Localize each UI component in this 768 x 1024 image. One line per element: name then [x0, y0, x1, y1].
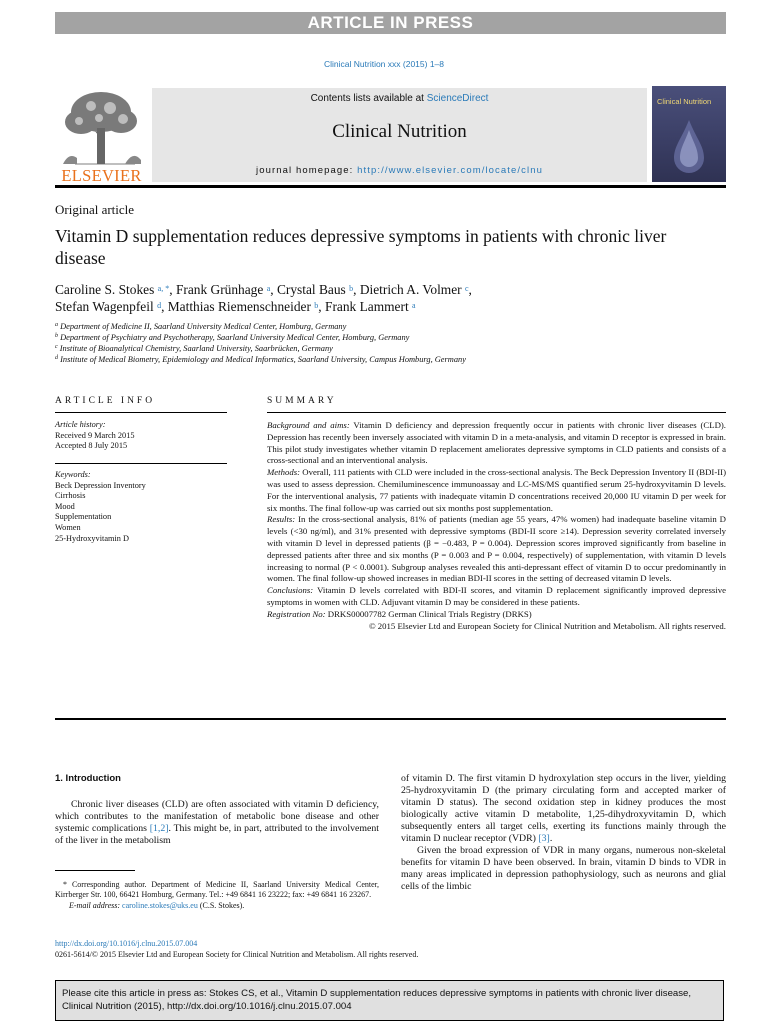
- cover-title: Clinical Nutrition: [657, 97, 712, 106]
- affiliations: [55, 321, 715, 365]
- homepage-link[interactable]: http://www.elsevier.com/locate/clnu: [357, 165, 543, 176]
- article-history: [55, 420, 227, 452]
- affiliation: $^b$ Department of Psychiatry and Psychotherapy, Saarland University Medical Center, Homburg, Germany: [55, 333, 410, 342]
- journal-homepage: [152, 165, 647, 176]
- corresponding-author-note: * Corresponding author. Department of Medicine II, Saarland University Medical Center, Kirrberger Str. 100, 66421 Homburg, Germany. Tel.: +49 6841 16 23222; fax: +49 6841 16 23267.: [55, 880, 379, 900]
- author[interactable]: Frank Lammert $^a$: [325, 299, 416, 314]
- journal-reference[interactable]: Clinical Nutrition xxx (2015) 1–8: [324, 59, 444, 69]
- author[interactable]: Caroline S. Stokes $^{a, *}$: [55, 282, 170, 297]
- summary-background: Background and aims: Vitamin D deficiency and depression frequently occur in patients with chronic liver diseases (CLD). Depression has recently been inversely associated with vitamin D in a meta-analysis, and vitamin D receptor is expressed in brain. This pilot study investigates whether vitamin D replacement ameliorates depressive symptoms in CLD patients and consists of a cross-sectional and an interventional analysis.: [267, 420, 726, 466]
- affiliation: $^a$ Department of Medicine II, Saarland University Medical Center, Homburg, Germany: [55, 322, 347, 331]
- keyword: Women: [55, 522, 81, 532]
- email-link[interactable]: caroline.stokes@uks.eu: [122, 900, 198, 910]
- received-date: Received 9 March 2015: [55, 430, 135, 440]
- summary-copyright: © 2015 Elsevier Ltd and European Society for Clinical Nutrition and Metabolism. All rights reserved.: [368, 620, 726, 631]
- citation-link[interactable]: [3]: [538, 833, 550, 844]
- intro-paragraph: of vitamin D. The first vitamin D hydroxylation step occurs in the liver, yielding 25-hydroxyvitamin D (the primary circulating form and accepted marker of vitamin D status). The second oxidation step in kidney produces the most biologically active vitamin D metabolite, 1,25-dihydroxyvitamin D, which subsequently enters all target cells, exerting its functions mainly through the vitamin D nuclear receptor (VDR) [3].: [401, 773, 726, 844]
- keyword: Beck Depression Inventory: [55, 480, 146, 490]
- author-list: Caroline S. Stokes $^{a, *}$, Frank Grünhage $^a$, Crystal Baus $^b$, Dietrich A. Volmer $^c$, Stefan Wagenpfeil $^d$, Matthias Riemenschneider $^b$, Frank Lammert $^a$: [55, 282, 472, 314]
- intro-paragraph: Chronic liver diseases (CLD) are often associated with vitamin D deficiency, which contributes to the manifestation of metabolic bone disease and other systemic complications [1,2]. This might be, in part, attributed to the involvement of the liver in the metabolism: [55, 799, 379, 846]
- summary-methods: Methods: Overall, 111 patients with CLD were included in the cross-sectional analysis. The Beck Depression Inventory II (BDI-II) was used to assess depression. Chemiluminescence immunoassay and LC-MS/MS quantified serum 25-hydroxyvitamin D levels. For the interventional analysis, 77 patients with inadequate vitamin D concentrations received 20,000 IU vitamin D per week for six months. The final follow-up was carried out six months post supplementation.: [267, 467, 726, 513]
- author[interactable]: Frank Grünhage $^a$: [175, 282, 271, 297]
- contents-prefix: Contents lists available at: [310, 93, 427, 104]
- article-info-rule: [55, 412, 227, 413]
- keyword: Cirrhosis: [55, 491, 86, 501]
- keywords-label: Keywords:: [55, 470, 91, 479]
- summary-results: Results: In the cross-sectional analysis, 81% of patients (median age 55 years, 47% women) had inadequate baseline vitamin D levels (<30 ng/ml), and 31% presented with depressive symptoms (BDI-II score ≥14). Depression severity correlated inversely with vitamin D level in depressed patients (β = −0.483, P = 0.004). Depression scores improved significantly from baseline in depressed patients after three and six months (P = 0.003 and P = 0.004, respectively) of supplementation, with vitamin D levels increasing to normal (P < 0.0001). Subgroup analyses revealed this anti-depressant effect of vitamin D to occur predominantly in women. The final follow-up showed increases in median BDI-II scores in the setting of decreased vitamin D levels.: [267, 514, 726, 584]
- author[interactable]: Matthias Riemenschneider $^b$: [167, 299, 319, 314]
- keyword: 25-Hydroxyvitamin D: [55, 533, 129, 543]
- keywords-block: [55, 470, 227, 544]
- citation-notice-text: Please cite this article in press as: Stokes CS, et al., Vitamin D supplementation reduces depressive symptoms in patients with chronic liver disease, Clinical Nutrition (2015), http://dx.doi.org/10.1016/j.clnu.2015.07.004: [62, 988, 692, 1012]
- summary-rule: [267, 412, 726, 413]
- citation-notice-box: [55, 980, 724, 1021]
- keywords-rule: [55, 463, 227, 464]
- author[interactable]: Dietrich A. Volmer $^c$: [359, 282, 469, 297]
- footnote-rule: [55, 870, 135, 871]
- affiliation: $^d$ Institute of Medical Biometry, Epidemiology and Medical Informatics, Saarland University, Campus Homburg, Germany: [55, 355, 466, 364]
- author[interactable]: Stefan Wagenpfeil $^d$: [55, 299, 162, 314]
- history-label: Article history:: [55, 420, 106, 429]
- intro-right-column: [401, 773, 726, 893]
- summary-end-rule: [55, 718, 726, 720]
- article-type: Original article: [55, 202, 135, 217]
- masthead-rule: [55, 185, 726, 188]
- article-in-press-banner: ARTICLE IN PRESS: [55, 12, 726, 34]
- citation-link[interactable]: [1,2]: [149, 823, 169, 834]
- doi-link[interactable]: http://dx.doi.org/10.1016/j.clnu.2015.07.004: [55, 939, 198, 948]
- intro-paragraph: Given the broad expression of VDR in many organs, numerous non-skeletal benefits for vitamin D have been observed. In brain, vitamin D binds to VDR in many areas implicated in depression pathophysiology, such as neurons and glial cells of the limbic: [401, 845, 726, 892]
- summary-registration: Registration No: DRKS00007782 German Clinical Trials Registry (DRKS): [267, 608, 532, 619]
- issn-line: 0261-5614/© 2015 Elsevier Ltd and European Society for Clinical Nutrition and Metabolism. All rights reserved.: [55, 950, 419, 959]
- intro-left-column: [55, 799, 379, 847]
- elsevier-wordmark: ELSEVIER: [61, 166, 142, 185]
- article-info-heading: ARTICLE INFO: [55, 396, 156, 406]
- footnote: * Corresponding author. Department of Medicine II, Saarland University Medical Center, Kirrberger Str. 100, 66421 Homburg, Germany. Tel.: +49 6841 16 23222; fax: +49 6841 16 23267. E-mail address: caroline.stokes@uks.eu (C.S. Stokes).: [55, 880, 379, 910]
- contents-line: [152, 93, 647, 104]
- accepted-date: Accepted 8 July 2015: [55, 441, 128, 451]
- summary-conclusions: Conclusions: Vitamin D levels correlated with BDI-II scores, and vitamin D replacement significantly improved depressive symptoms in women with CLD. Adjuvant vitamin D may be considered in these patients.: [267, 585, 726, 607]
- section-heading-introduction: 1. Introduction: [55, 773, 121, 784]
- homepage-prefix: journal homepage:: [256, 165, 358, 176]
- journal-title: Clinical Nutrition: [332, 121, 467, 142]
- affiliation: $^c$ Institute of Bioanalytical Chemistry, Saarland University, Saarbrücken, Germany: [55, 344, 333, 353]
- sciencedirect-link[interactable]: ScienceDirect: [426, 93, 489, 104]
- journal-cover-image: [652, 86, 726, 182]
- email-label: E-mail address:: [69, 900, 123, 910]
- author[interactable]: Crystal Baus $^b$: [276, 282, 354, 297]
- paper-title: Vitamin D supplementation reduces depressive symptoms in patients with chronic liver disease: [55, 226, 667, 268]
- summary-heading: SUMMARY: [267, 396, 337, 406]
- keyword: Mood: [55, 501, 75, 511]
- keyword: Supplementation: [55, 512, 112, 522]
- summary-text: [267, 420, 726, 632]
